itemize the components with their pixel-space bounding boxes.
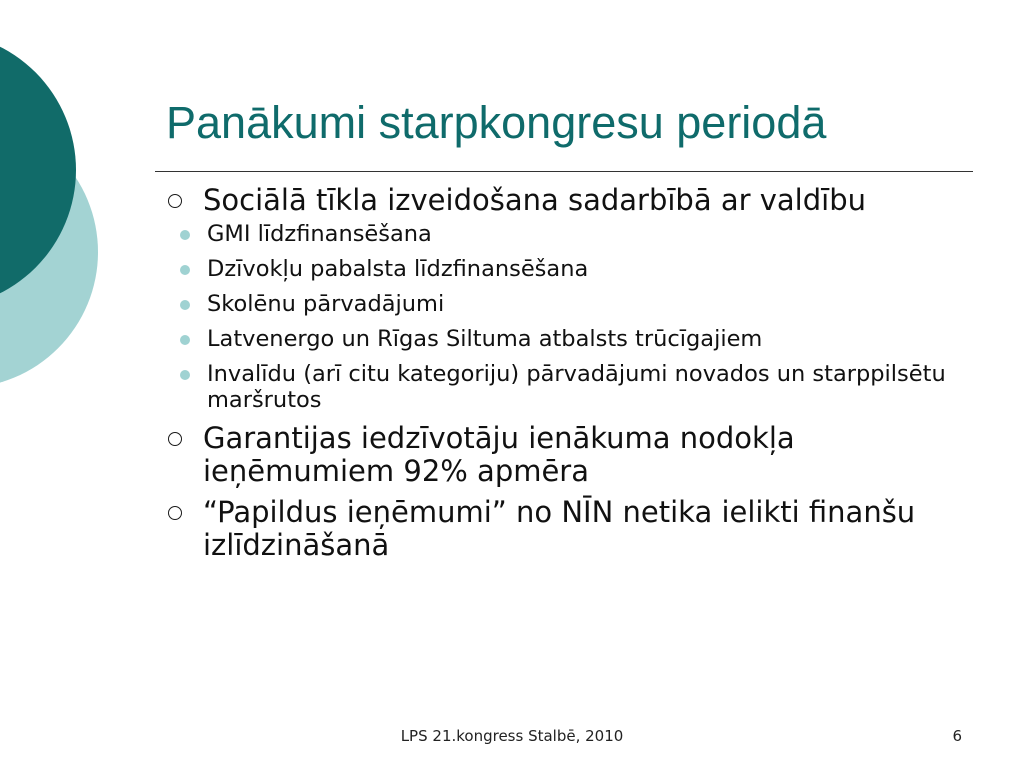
sub-bullet-disabled-transport (207, 361, 962, 413)
sub-bullet-energy-support (207, 326, 962, 352)
dot-bullet-icon (180, 300, 190, 310)
dot-bullet-icon (180, 230, 190, 240)
hollow-circle-bullet-icon (168, 432, 182, 446)
sub-bullet-list (162, 221, 962, 413)
dot-bullet-icon (180, 370, 190, 380)
footer-text: LPS 21.kongress Stalbē, 2010 (400, 727, 624, 745)
hollow-circle-bullet-icon (168, 194, 182, 208)
bullet-text: “Papildus ieņēmumi” no NĪN netika ielikti finanšu izlīdzināšanā (203, 495, 916, 562)
decorative-circles (0, 0, 110, 420)
bullet-text: Sociālā tīkla izveidošana sadarbībā ar valdību (203, 183, 866, 217)
sub-bullet-housing (207, 256, 962, 282)
page-number: 6 (952, 727, 962, 745)
dot-bullet-icon (180, 265, 190, 275)
hollow-circle-bullet-icon (168, 506, 182, 520)
sub-bullet-school-transport (207, 291, 962, 317)
title-divider (155, 171, 973, 172)
bullet-social-network (162, 184, 962, 217)
bullet-tax-guarantee (162, 422, 962, 488)
slide-content (162, 182, 962, 562)
slide-title: Panākumi starpkongresu periodā (166, 97, 827, 148)
sub-bullet-text: Dzīvokļu pabalsta līdzfinansēšana (207, 256, 589, 282)
sub-bullet-gmi (207, 221, 962, 247)
sub-bullet-text: GMI līdzfinansēšana (207, 221, 432, 247)
dot-bullet-icon (180, 335, 190, 345)
sub-bullet-text: Latvenergo un Rīgas Siltuma atbalsts trūcīgajiem (207, 326, 763, 352)
sub-bullet-text: Invalīdu (arī citu kategoriju) pārvadājumi novados un starppilsētu maršrutos (207, 361, 946, 413)
sub-bullet-text: Skolēnu pārvadājumi (207, 291, 445, 317)
bullet-extra-revenue (162, 496, 962, 562)
bullet-text: Garantijas iedzīvotāju ienākuma nodokļa ieņēmumiem 92% apmēra (203, 421, 795, 488)
